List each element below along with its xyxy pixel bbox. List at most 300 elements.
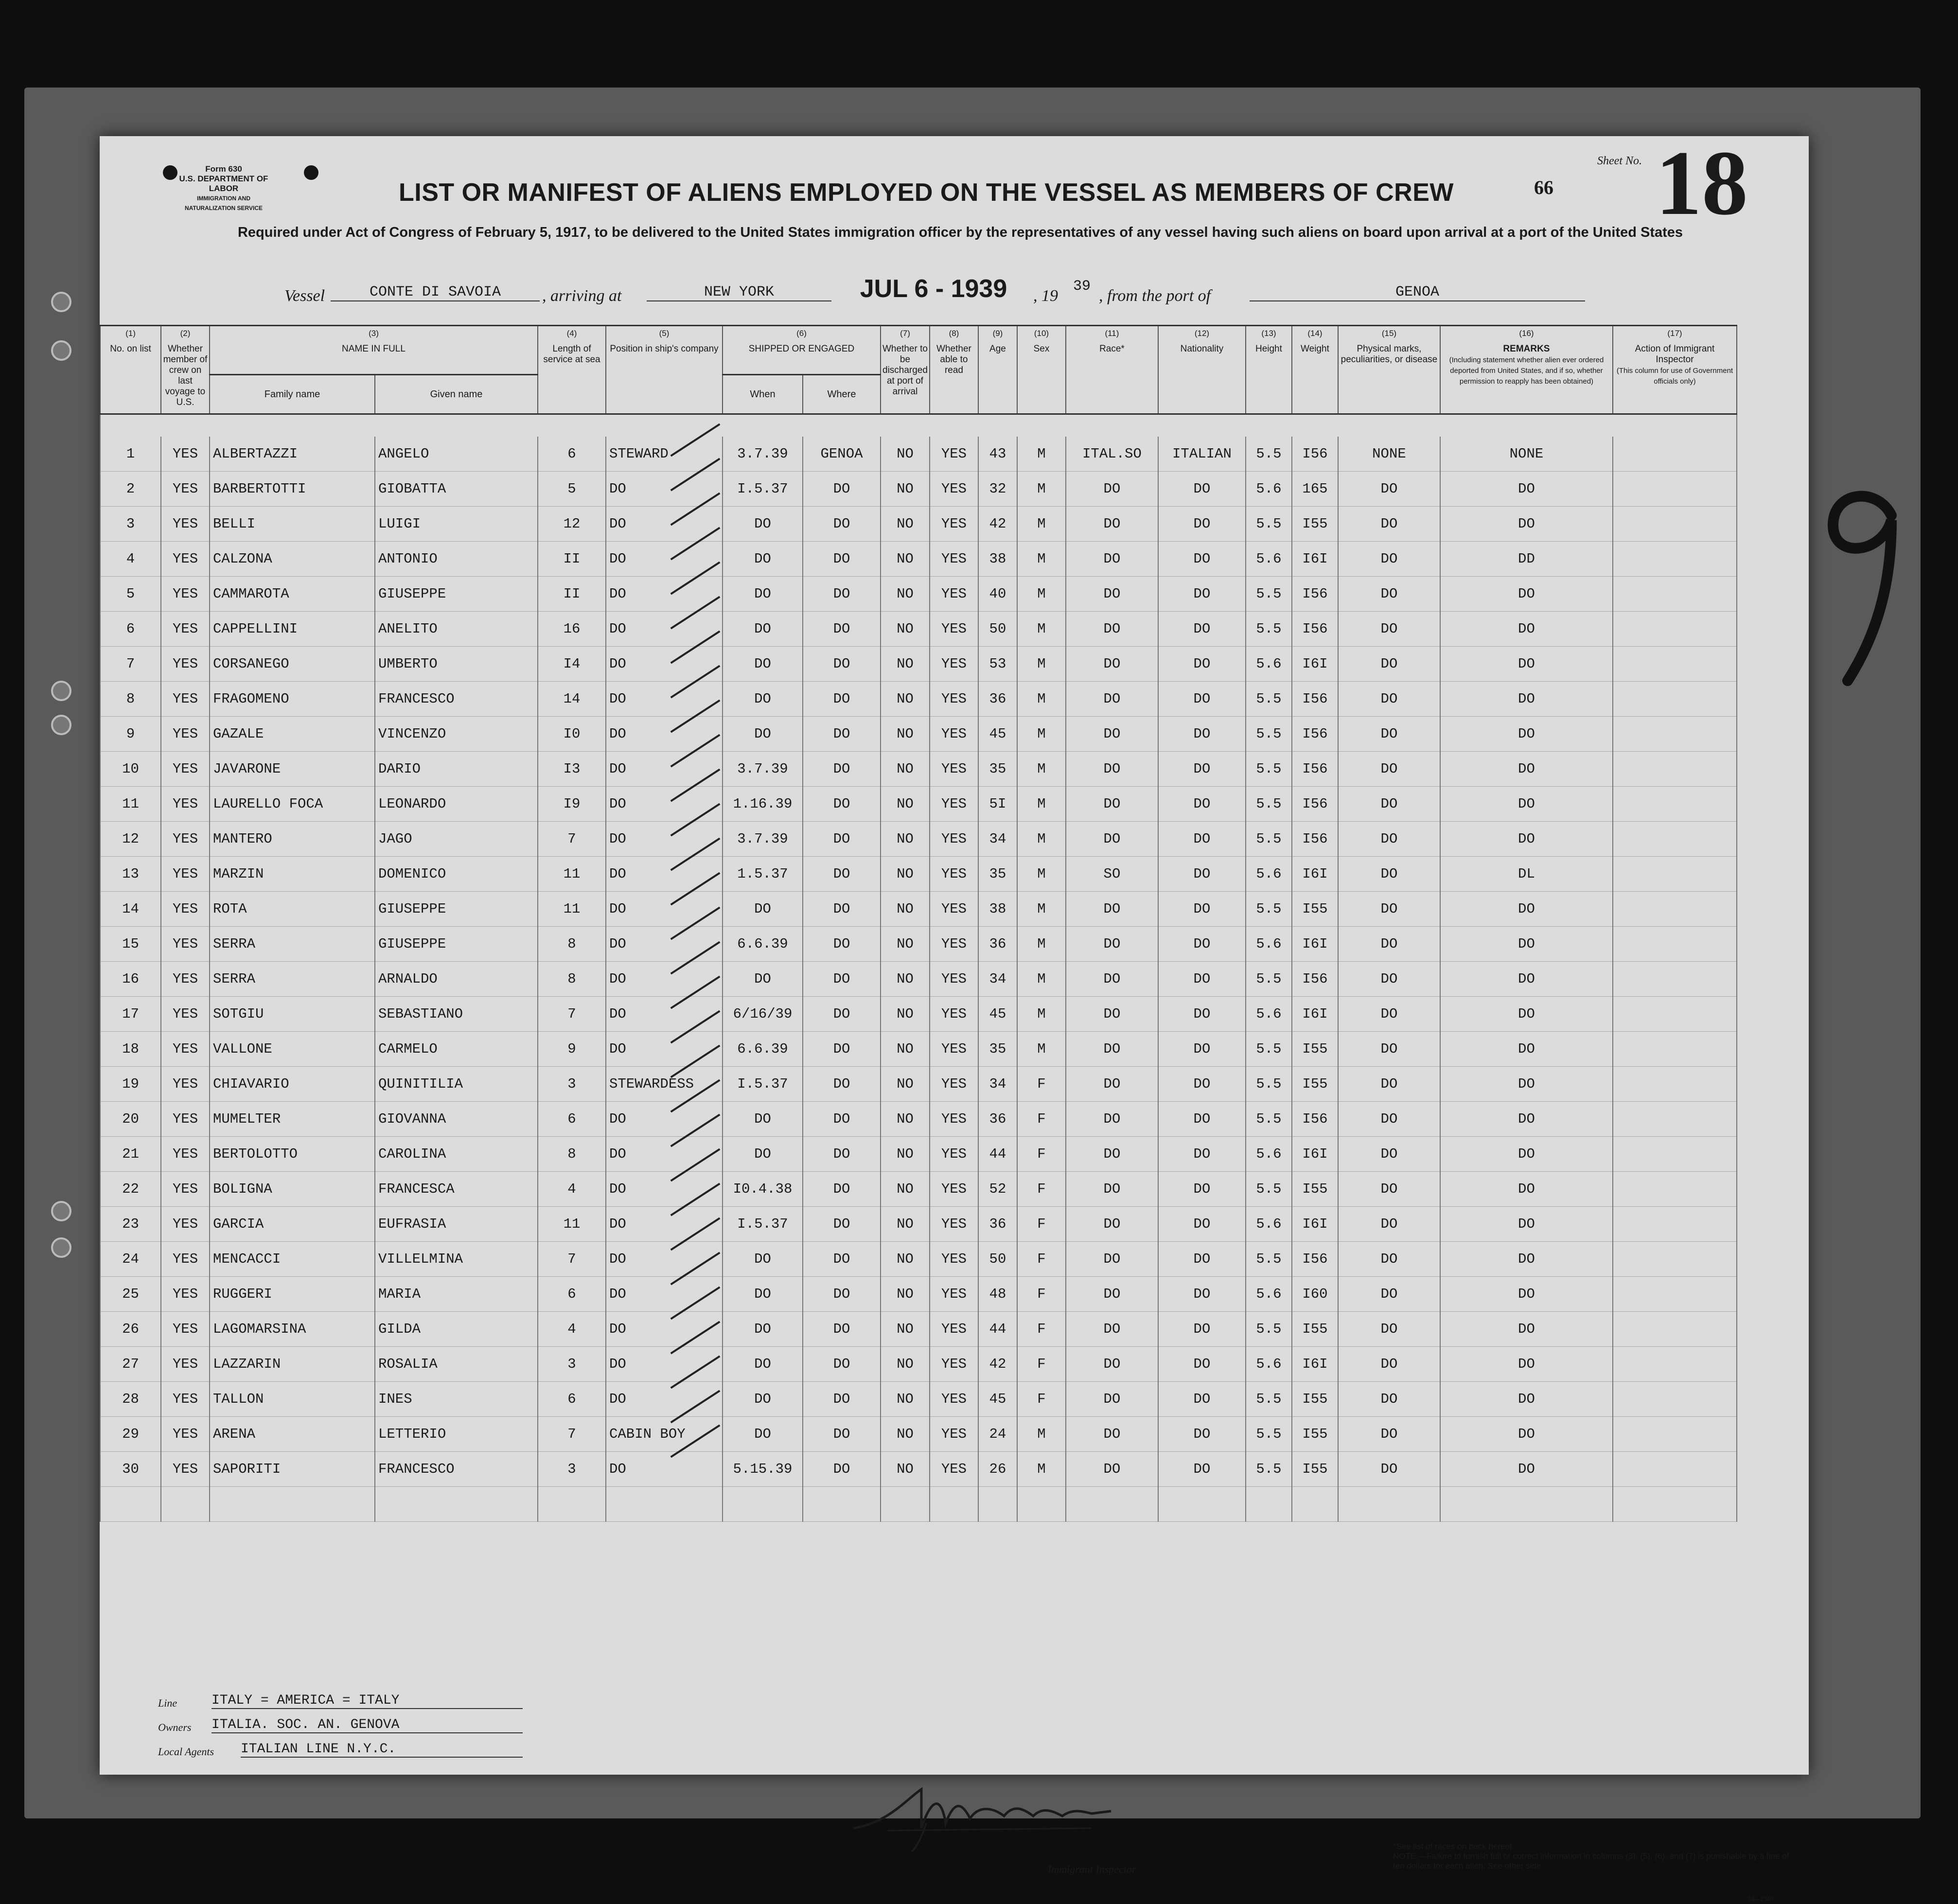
- given-name-cell: LEONARDO: [375, 787, 538, 822]
- shipped-where-cell: DO: [803, 962, 881, 997]
- nationality-cell: DO: [1158, 717, 1246, 752]
- weight-cell: I6I: [1292, 647, 1338, 682]
- crew-row: [100, 472, 1737, 507]
- arrival-date-stamp: JUL 6 - 1939: [860, 275, 1007, 303]
- shipped-where-cell: DO: [803, 1242, 881, 1277]
- page-subtitle: Required under Act of Congress of February 5, 1917, to be delivered to the United States immigration officer by the representatives of any vessel having such aliens on board upon arrival at a port of the United States: [237, 225, 1683, 240]
- shipped-where-cell: DO: [803, 997, 881, 1032]
- discharged-cell: NO: [881, 577, 930, 612]
- discharged-cell: NO: [881, 717, 930, 752]
- shipped-when-cell: I.5.37: [723, 472, 803, 507]
- shipped-when-cell: 6.6.39: [723, 927, 803, 962]
- nationality-cell: DO: [1158, 1417, 1246, 1452]
- age-cell: 36: [978, 682, 1017, 717]
- physical-marks-cell: DO: [1338, 647, 1440, 682]
- race-cell: DO: [1066, 577, 1158, 612]
- nationality-cell: DO: [1158, 612, 1246, 647]
- sex-cell: F: [1017, 1312, 1066, 1347]
- service-length-cell: 8: [538, 962, 606, 997]
- height-cell: 5.6: [1246, 857, 1292, 892]
- blank-cell: [161, 1487, 210, 1522]
- service-length-cell: 3: [538, 1067, 606, 1102]
- row-number-cell: 7: [100, 647, 161, 682]
- weight-cell: I6I: [1292, 1347, 1338, 1382]
- vessel-name: CONTE DI SAVOIA: [331, 284, 540, 301]
- race-cell: DO: [1066, 1067, 1158, 1102]
- shipped-when-cell: 3.7.39: [723, 437, 803, 472]
- spacer-row: [100, 414, 1737, 437]
- age-cell: 50: [978, 1242, 1017, 1277]
- last-voyage-cell: YES: [161, 822, 210, 857]
- row-number-cell: 28: [100, 1382, 161, 1417]
- position-cell: DO: [606, 1347, 723, 1382]
- col-action-header: (17) Action of Immigrant Inspector (This column for use of Government officials only): [1613, 326, 1737, 414]
- shipped-when-cell: I.5.37: [723, 1207, 803, 1242]
- height-cell: 5.5: [1246, 507, 1292, 542]
- service-length-cell: 14: [538, 682, 606, 717]
- col-given-name-header: Given name: [375, 375, 538, 414]
- physical-marks-cell: DO: [1338, 1347, 1440, 1382]
- col-family-name-header: Family name: [210, 375, 375, 414]
- service-length-cell: 3: [538, 1452, 606, 1487]
- position-cell: CABIN BOY: [606, 1417, 723, 1452]
- table-header-row: [100, 326, 1737, 375]
- given-name-cell: CARMELO: [375, 1032, 538, 1067]
- shipped-when-cell: 5.15.39: [723, 1452, 803, 1487]
- sex-cell: M: [1017, 682, 1066, 717]
- remarks-cell: DO: [1440, 1417, 1613, 1452]
- service-length-cell: 6: [538, 437, 606, 472]
- race-cell: DO: [1066, 1137, 1158, 1172]
- able-to-read-cell: YES: [930, 1312, 978, 1347]
- physical-marks-cell: DO: [1338, 1032, 1440, 1067]
- row-number-cell: 21: [100, 1137, 161, 1172]
- service-length-cell: II: [538, 577, 606, 612]
- family-name-cell: SERRA: [210, 962, 375, 997]
- crew-row: [100, 1382, 1737, 1417]
- height-cell: 5.5: [1246, 1172, 1292, 1207]
- family-name-cell: LAURELLO FOCA: [210, 787, 375, 822]
- height-cell: 5.5: [1246, 577, 1292, 612]
- weight-cell: I6I: [1292, 927, 1338, 962]
- blank-cell: [1292, 1487, 1338, 1522]
- race-cell: DO: [1066, 822, 1158, 857]
- remarks-cell: DO: [1440, 1067, 1613, 1102]
- height-cell: 5.6: [1246, 647, 1292, 682]
- race-cell: DO: [1066, 717, 1158, 752]
- given-name-cell: LUIGI: [375, 507, 538, 542]
- remarks-cell: DO: [1440, 1172, 1613, 1207]
- last-voyage-cell: YES: [161, 892, 210, 927]
- age-cell: 50: [978, 612, 1017, 647]
- row-number-cell: 10: [100, 752, 161, 787]
- blank-cell: [375, 1487, 538, 1522]
- sex-cell: M: [1017, 822, 1066, 857]
- discharged-cell: NO: [881, 1137, 930, 1172]
- weight-cell: I56: [1292, 577, 1338, 612]
- position-cell: DO: [606, 1452, 723, 1487]
- remarks-cell: DO: [1440, 472, 1613, 507]
- weight-cell: I56: [1292, 787, 1338, 822]
- inspector-action-cell: [1613, 1417, 1737, 1452]
- last-voyage-cell: YES: [161, 997, 210, 1032]
- blank-cell: [538, 1487, 606, 1522]
- service-length-cell: 9: [538, 1032, 606, 1067]
- discharged-cell: NO: [881, 1067, 930, 1102]
- crew-row: [100, 1452, 1737, 1487]
- shipped-where-cell: DO: [803, 892, 881, 927]
- given-name-cell: DOMENICO: [375, 857, 538, 892]
- crew-row: [100, 1242, 1737, 1277]
- inspector-action-cell: [1613, 752, 1737, 787]
- line-value: ITALY = AMERICA = ITALY: [212, 1693, 523, 1709]
- weight-cell: I60: [1292, 1277, 1338, 1312]
- sex-cell: F: [1017, 1277, 1066, 1312]
- remarks-cell: DO: [1440, 717, 1613, 752]
- position-cell: DO: [606, 1032, 723, 1067]
- sex-cell: M: [1017, 787, 1066, 822]
- able-to-read-cell: YES: [930, 1347, 978, 1382]
- inspector-action-cell: [1613, 1452, 1737, 1487]
- inspector-action-cell: [1613, 1032, 1737, 1067]
- physical-marks-cell: DO: [1338, 997, 1440, 1032]
- blank-cell: [978, 1487, 1017, 1522]
- remarks-cell: DO: [1440, 577, 1613, 612]
- height-cell: 5.5: [1246, 1452, 1292, 1487]
- row-number-cell: 12: [100, 822, 161, 857]
- family-name-cell: VALLONE: [210, 1032, 375, 1067]
- sheet-label: Sheet No.: [1597, 155, 1642, 167]
- blank-cell: [803, 1487, 881, 1522]
- blank-cell: [723, 1487, 803, 1522]
- owners-label: Owners: [158, 1721, 192, 1733]
- height-cell: 5.5: [1246, 962, 1292, 997]
- physical-marks-cell: DO: [1338, 892, 1440, 927]
- given-name-cell: LETTERIO: [375, 1417, 538, 1452]
- inspector-action-cell: [1613, 612, 1737, 647]
- shipped-where-cell: DO: [803, 1277, 881, 1312]
- able-to-read-cell: YES: [930, 437, 978, 472]
- last-voyage-cell: YES: [161, 507, 210, 542]
- sheet-mark: 66: [1534, 176, 1553, 198]
- discharged-cell: NO: [881, 1207, 930, 1242]
- inspector-action-cell: [1613, 962, 1737, 997]
- remarks-cell: DO: [1440, 1102, 1613, 1137]
- agents-label: Local Agents: [158, 1745, 214, 1758]
- crew-row: [100, 1312, 1737, 1347]
- given-name-cell: GIUSEPPE: [375, 577, 538, 612]
- given-name-cell: EUFRASIA: [375, 1207, 538, 1242]
- shipped-when-cell: DO: [723, 1242, 803, 1277]
- physical-marks-cell: DO: [1338, 1242, 1440, 1277]
- inspector-action-cell: [1613, 1102, 1737, 1137]
- position-cell: DO: [606, 542, 723, 577]
- sex-cell: M: [1017, 647, 1066, 682]
- col-last-voyage-header: (2) Whether member of crew on last voyage to U.S.: [161, 326, 210, 414]
- height-cell: 5.6: [1246, 1277, 1292, 1312]
- given-name-cell: UMBERTO: [375, 647, 538, 682]
- discharged-cell: NO: [881, 1312, 930, 1347]
- col-no-header: (1) No. on list: [100, 326, 161, 414]
- remarks-cell: DL: [1440, 857, 1613, 892]
- shipped-when-cell: DO: [723, 1137, 803, 1172]
- weight-cell: I56: [1292, 752, 1338, 787]
- shipped-when-cell: I0.4.38: [723, 1172, 803, 1207]
- nationality-cell: DO: [1158, 1172, 1246, 1207]
- service-length-cell: 4: [538, 1312, 606, 1347]
- height-cell: 5.6: [1246, 542, 1292, 577]
- age-cell: 53: [978, 647, 1017, 682]
- service-length-cell: I4: [538, 647, 606, 682]
- discharged-cell: NO: [881, 857, 930, 892]
- able-to-read-cell: YES: [930, 892, 978, 927]
- given-name-cell: GIOVANNA: [375, 1102, 538, 1137]
- height-cell: 5.6: [1246, 927, 1292, 962]
- race-cell: DO: [1066, 1382, 1158, 1417]
- given-name-cell: VILLELMINA: [375, 1242, 538, 1277]
- discharged-cell: NO: [881, 472, 930, 507]
- row-number-cell: 17: [100, 997, 161, 1032]
- weight-cell: I55: [1292, 1452, 1338, 1487]
- height-cell: 5.5: [1246, 612, 1292, 647]
- manifest-header: [100, 132, 1809, 326]
- weight-cell: I6I: [1292, 857, 1338, 892]
- blank-cell: [100, 1487, 161, 1522]
- given-name-cell: FRANCESCA: [375, 1172, 538, 1207]
- remarks-cell: DO: [1440, 1277, 1613, 1312]
- given-name-cell: QUINITILIA: [375, 1067, 538, 1102]
- nationality-cell: DO: [1158, 542, 1246, 577]
- crew-row: [100, 1207, 1737, 1242]
- arriving-label: , arriving at: [542, 287, 622, 305]
- fine-note: NOTE.—Failure to furnish full or correct information in columns (3), (5), (6), and (7) is punishable by a fine of ten dollars for each alien. See other side.: [1393, 1851, 1789, 1870]
- punch-mark: [163, 165, 177, 180]
- col-where-header: Where: [803, 375, 881, 414]
- weight-cell: I55: [1292, 1172, 1338, 1207]
- physical-marks-cell: DO: [1338, 682, 1440, 717]
- sex-cell: M: [1017, 577, 1066, 612]
- physical-marks-cell: DO: [1338, 472, 1440, 507]
- service-length-cell: 8: [538, 927, 606, 962]
- height-cell: 5.5: [1246, 892, 1292, 927]
- position-cell: DO: [606, 507, 723, 542]
- blank-cell: [606, 1487, 723, 1522]
- height-cell: 5.5: [1246, 1417, 1292, 1452]
- last-voyage-cell: YES: [161, 1242, 210, 1277]
- weight-cell: I56: [1292, 612, 1338, 647]
- blank-cell: [1613, 1487, 1737, 1522]
- family-name-cell: BERTOLOTTO: [210, 1137, 375, 1172]
- nationality-cell: DO: [1158, 822, 1246, 857]
- remarks-cell: DO: [1440, 892, 1613, 927]
- sex-cell: F: [1017, 1137, 1066, 1172]
- row-number-cell: 23: [100, 1207, 161, 1242]
- weight-cell: I6I: [1292, 997, 1338, 1032]
- family-name-cell: ARENA: [210, 1417, 375, 1452]
- family-name-cell: TALLON: [210, 1382, 375, 1417]
- race-cell: DO: [1066, 1347, 1158, 1382]
- shipped-where-cell: DO: [803, 1417, 881, 1452]
- row-number-cell: 22: [100, 1172, 161, 1207]
- last-voyage-cell: YES: [161, 1207, 210, 1242]
- age-cell: 42: [978, 1347, 1017, 1382]
- binder-hole: [51, 292, 71, 312]
- nationality-cell: DO: [1158, 1207, 1246, 1242]
- physical-marks-cell: NONE: [1338, 437, 1440, 472]
- year-value: 39: [1073, 278, 1091, 295]
- shipped-when-cell: DO: [723, 647, 803, 682]
- col-remarks-header: (16) REMARKS (Including statement whether alien ever ordered deported from United States, and if so, whether permission to reapply has been obtained): [1440, 326, 1613, 414]
- crew-row: [100, 787, 1737, 822]
- age-cell: 32: [978, 472, 1017, 507]
- height-cell: 5.5: [1246, 1382, 1292, 1417]
- discharged-cell: NO: [881, 437, 930, 472]
- discharged-cell: NO: [881, 1382, 930, 1417]
- able-to-read-cell: YES: [930, 1172, 978, 1207]
- last-voyage-cell: YES: [161, 437, 210, 472]
- weight-cell: I56: [1292, 962, 1338, 997]
- shipped-where-cell: DO: [803, 822, 881, 857]
- shipped-when-cell: DO: [723, 1347, 803, 1382]
- shipped-when-cell: 3.7.39: [723, 752, 803, 787]
- crew-row: [100, 1347, 1737, 1382]
- discharged-cell: NO: [881, 682, 930, 717]
- col-read-header: (8) Whether able to read: [930, 326, 978, 414]
- row-number-cell: 27: [100, 1347, 161, 1382]
- family-name-cell: SOTGIU: [210, 997, 375, 1032]
- col-weight-header: (14) Weight: [1292, 326, 1338, 414]
- row-number-cell: 24: [100, 1242, 161, 1277]
- family-name-cell: MENCACCI: [210, 1242, 375, 1277]
- given-name-cell: ARNALDO: [375, 962, 538, 997]
- sex-cell: M: [1017, 962, 1066, 997]
- crew-row: [100, 857, 1737, 892]
- crew-row: [100, 647, 1737, 682]
- service-length-cell: 7: [538, 822, 606, 857]
- form-id: [177, 164, 270, 213]
- service-length-cell: 8: [538, 1137, 606, 1172]
- position-cell: DO: [606, 787, 723, 822]
- nationality-cell: DO: [1158, 1347, 1246, 1382]
- able-to-read-cell: YES: [930, 717, 978, 752]
- binder-hole: [51, 1201, 71, 1221]
- service-length-cell: 4: [538, 1172, 606, 1207]
- shipped-where-cell: DO: [803, 542, 881, 577]
- shipped-when-cell: DO: [723, 1312, 803, 1347]
- position-cell: DO: [606, 577, 723, 612]
- nationality-cell: DO: [1158, 472, 1246, 507]
- crew-table-body: [100, 414, 1737, 1522]
- remarks-cell: DO: [1440, 647, 1613, 682]
- crew-row: [100, 892, 1737, 927]
- height-cell: 5.5: [1246, 1032, 1292, 1067]
- crew-row: [100, 1137, 1737, 1172]
- race-cell: DO: [1066, 1102, 1158, 1137]
- able-to-read-cell: YES: [930, 1452, 978, 1487]
- family-name-cell: ALBERTAZZI: [210, 437, 375, 472]
- service-length-cell: 7: [538, 1417, 606, 1452]
- physical-marks-cell: DO: [1338, 1382, 1440, 1417]
- discharged-cell: NO: [881, 927, 930, 962]
- sex-cell: M: [1017, 892, 1066, 927]
- given-name-cell: ANGELO: [375, 437, 538, 472]
- remarks-cell: DO: [1440, 612, 1613, 647]
- shipped-when-cell: DO: [723, 962, 803, 997]
- weight-cell: I55: [1292, 1312, 1338, 1347]
- blank-cell: [881, 1487, 930, 1522]
- given-name-cell: ROSALIA: [375, 1347, 538, 1382]
- discharged-cell: NO: [881, 1452, 930, 1487]
- position-cell: DO: [606, 1137, 723, 1172]
- inspector-action-cell: [1613, 682, 1737, 717]
- race-cell: ITAL.SO: [1066, 437, 1158, 472]
- age-cell: 45: [978, 717, 1017, 752]
- family-name-cell: CALZONA: [210, 542, 375, 577]
- blank-cell: [1338, 1487, 1440, 1522]
- given-name-cell: DARIO: [375, 752, 538, 787]
- inspector-action-cell: [1613, 542, 1737, 577]
- nationality-cell: DO: [1158, 997, 1246, 1032]
- able-to-read-cell: YES: [930, 577, 978, 612]
- age-cell: 34: [978, 822, 1017, 857]
- shipped-when-cell: DO: [723, 717, 803, 752]
- family-name-cell: MARZIN: [210, 857, 375, 892]
- age-cell: 26: [978, 1452, 1017, 1487]
- weight-cell: I56: [1292, 822, 1338, 857]
- blank-cell: [1158, 1487, 1246, 1522]
- physical-marks-cell: DO: [1338, 857, 1440, 892]
- height-cell: 5.5: [1246, 1242, 1292, 1277]
- given-name-cell: GIUSEPPE: [375, 892, 538, 927]
- shipped-where-cell: DO: [803, 1452, 881, 1487]
- race-cell: DO: [1066, 1207, 1158, 1242]
- shipped-where-cell: DO: [803, 577, 881, 612]
- shipped-where-cell: DO: [803, 612, 881, 647]
- last-voyage-cell: YES: [161, 752, 210, 787]
- shipped-where-cell: DO: [803, 787, 881, 822]
- family-name-cell: BARBERTOTTI: [210, 472, 375, 507]
- able-to-read-cell: YES: [930, 612, 978, 647]
- shipped-when-cell: DO: [723, 1102, 803, 1137]
- sex-cell: M: [1017, 542, 1066, 577]
- able-to-read-cell: YES: [930, 1137, 978, 1172]
- discharged-cell: NO: [881, 892, 930, 927]
- inspector-action-cell: [1613, 507, 1737, 542]
- from-port-label: , from the port of: [1099, 287, 1211, 305]
- row-number-cell: 5: [100, 577, 161, 612]
- height-cell: 5.5: [1246, 787, 1292, 822]
- discharged-cell: NO: [881, 1242, 930, 1277]
- row-number-cell: 9: [100, 717, 161, 752]
- remarks-cell: DO: [1440, 507, 1613, 542]
- crew-table-wrapper: [100, 325, 1809, 1522]
- family-name-cell: BELLI: [210, 507, 375, 542]
- able-to-read-cell: YES: [930, 1032, 978, 1067]
- height-cell: 5.6: [1246, 1137, 1292, 1172]
- age-cell: 35: [978, 857, 1017, 892]
- physical-marks-cell: DO: [1338, 507, 1440, 542]
- physical-marks-cell: DO: [1338, 542, 1440, 577]
- col-height-header: (13) Height: [1246, 326, 1292, 414]
- able-to-read-cell: YES: [930, 822, 978, 857]
- crew-row: [100, 997, 1737, 1032]
- remarks-cell: DO: [1440, 1452, 1613, 1487]
- age-cell: 36: [978, 927, 1017, 962]
- shipped-when-cell: 3.7.39: [723, 822, 803, 857]
- form-service: IMMIGRATION AND NATURALIZATION SERVICE: [184, 195, 263, 212]
- remarks-cell: DO: [1440, 1347, 1613, 1382]
- shipped-where-cell: DO: [803, 682, 881, 717]
